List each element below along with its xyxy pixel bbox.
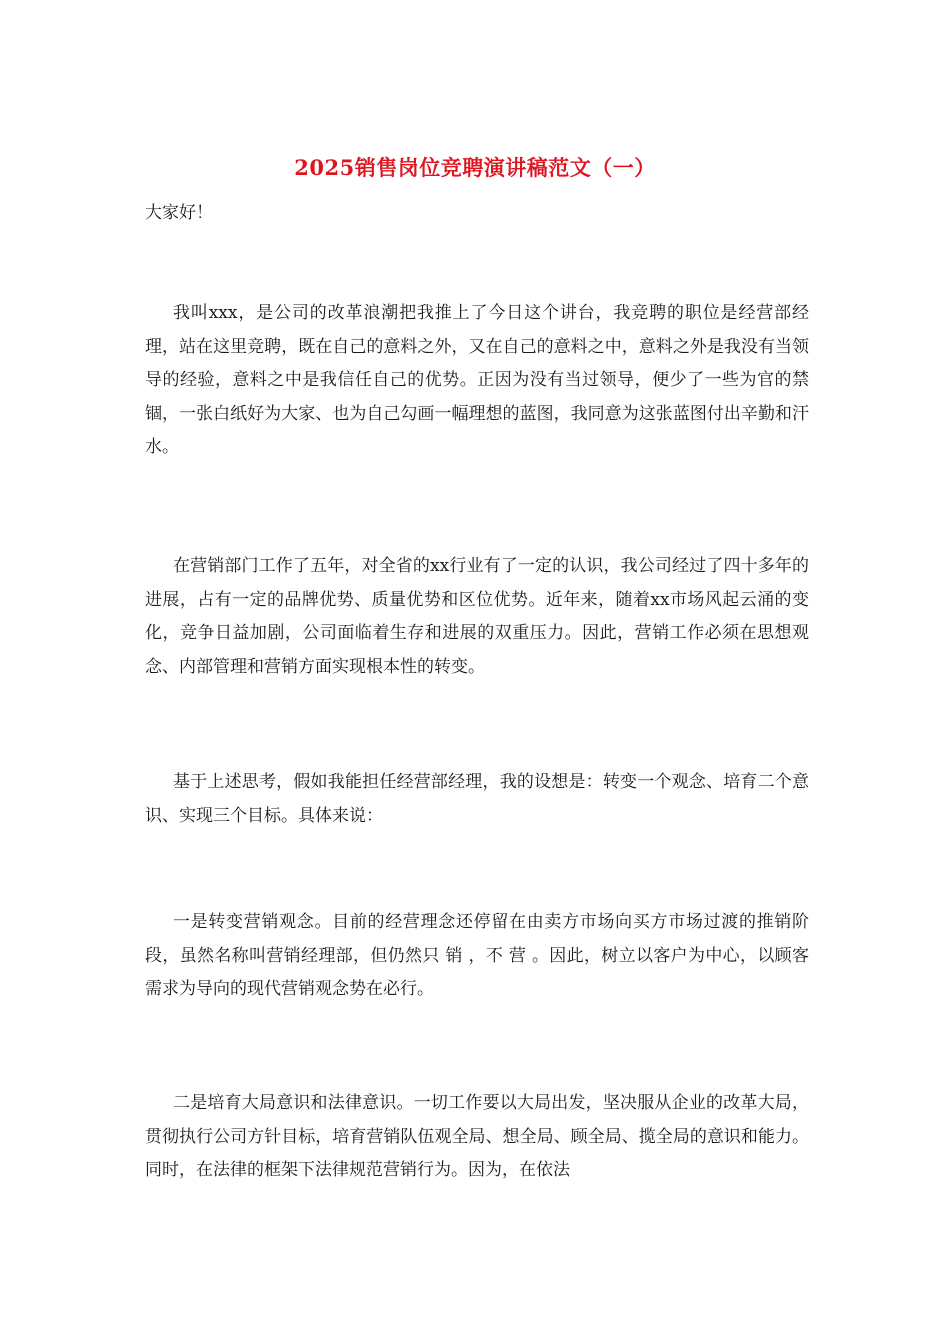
paragraph-plan-overview: 基于上述思考，假如我能担任经营部经理，我的设想是：转变一个观念、培育二个意识、实现三个目标。具体来说： [145, 772, 809, 826]
page-title: 2025销售岗位竞聘演讲稿范文（一） [294, 155, 656, 180]
greeting-text: 大家好！ [145, 203, 213, 223]
paragraph-point-two: 二是培育大局意识和法律意识。一切工作要以大局出发，坚决服从企业的改革大局，贯彻执行公司方针目标，培育营销队伍观全局、想全局、顾全局、揽全局的意识和能力。同时，在法律的框架下法律规范营销行为。因为，在依法 [145, 1093, 809, 1180]
paragraph-intro: 我叫xxx，是公司的改革浪潮把我推上了今日这个讲台，我竞聘的职位是经营部经理，站在这里竞聘，既在自己的意料之外，又在自己的意料之中，意料之外是我没有当领导的经验，意料之中是我信任自己的优势。正因为没有当过领导，便少了一些为官的禁锢，一张白纸好为大家、也为自己勾画一幅理想的蓝图，我同意为这张蓝图付出辛勤和汗水。 [145, 303, 809, 457]
paragraph-background: 在营销部门工作了五年，对全省的xx行业有了一定的认识，我公司经过了四十多年的进展，占有一定的品牌优势、质量优势和区位优势。近年来，随着xx市场风起云涌的变化，竞争日益加剧，公司面临着生存和进展的双重压力。因此，营销工作必须在思想观念、内部管理和营销方面实现根本性的转变。 [145, 556, 809, 677]
paragraph-point-one: 一是转变营销观念。目前的经营理念还停留在由卖方市场向买方市场过渡的推销阶段，虽然名称叫营销经理部，但仍然只 销 ，不 营 。因此，树立以客户为中心，以顾客需求为导向的现代营销观念势在必行。 [145, 912, 809, 999]
